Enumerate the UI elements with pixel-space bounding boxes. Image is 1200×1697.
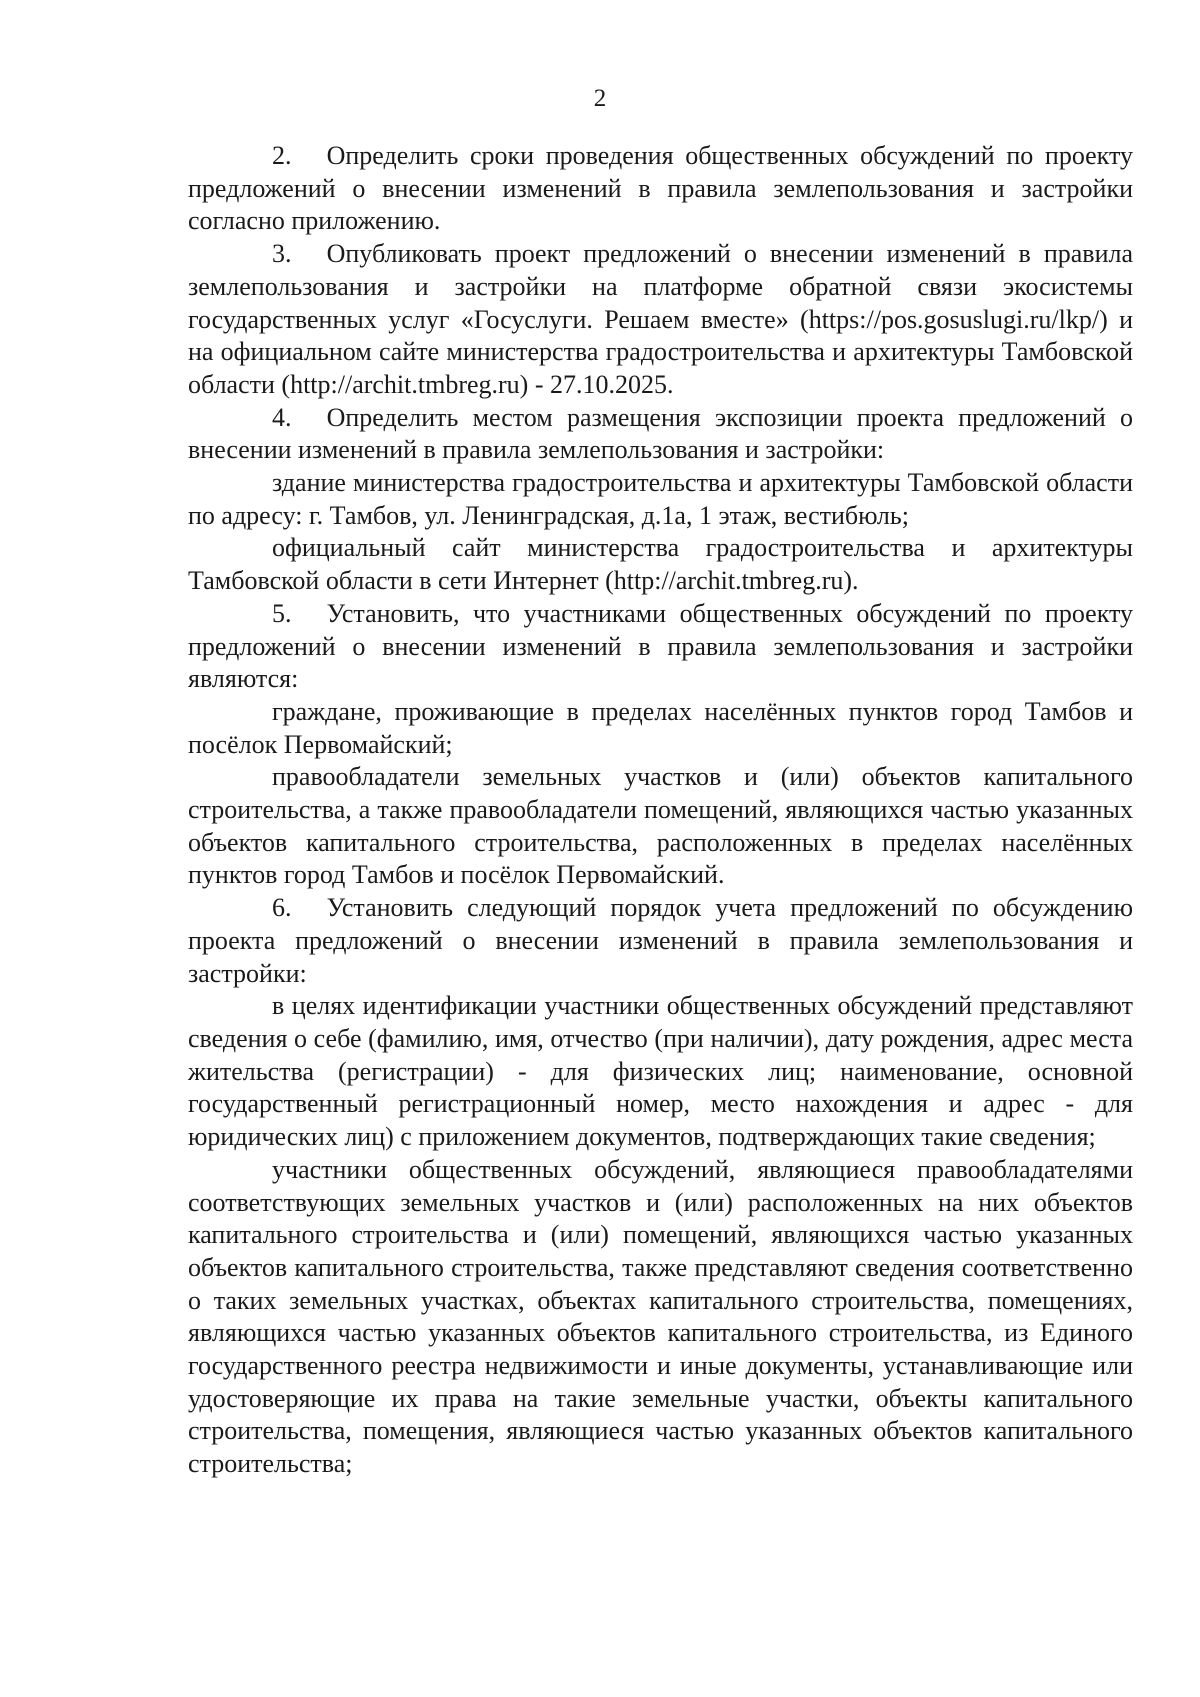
paragraph-text: Определить сроки проведения общественных обсуждений по проекту предложений о внесении изменений в правила землепользования и застройки согласно приложению. — [188, 141, 1133, 236]
paragraph-3 — [188, 238, 1133, 402]
paragraph-text: граждане, проживающие в пределах населённых пунктов город Тамбов и посёлок Первомайский; — [188, 696, 1133, 759]
paragraph-number: 2. — [272, 141, 292, 170]
paragraph-number: 4. — [272, 402, 292, 432]
paragraph-text: Определить местом размещения экспозиции проекта предложений о внесении изменений в правила землепользования и застройки: — [188, 402, 1133, 465]
paragraph-number: 3. — [272, 239, 292, 269]
document-body — [188, 140, 1133, 1481]
paragraph-text: здание министерства градостроительства и архитектуры Тамбовской области по адресу: г. Тамбов, ул. Ленинградская, д.1а, 1 этаж, вестибюль; — [188, 468, 1133, 530]
paragraph-5 — [188, 598, 1133, 696]
paragraph-text: в целях идентификации участники общественных обсуждений представляют сведения о себе (фамилию, имя, отчество (при наличии), дату рождения, адрес места жительства (регистрации) - для физических лиц; наименование, основной государственный регистрационный номер, место нахождения и адрес - для юридических лиц) с приложением документов, подтверждающих такие сведения; — [188, 991, 1133, 1152]
paragraph-text: официальный сайт министерства градостроительства и архитектуры Тамбовской области в сети Интернет (http://archit.tmbreg.ru). — [188, 533, 1133, 596]
list-item-exhibition-website — [188, 532, 1133, 597]
paragraph-2 — [188, 140, 1133, 238]
paragraph-text: Установить следующий порядок учета предложений по обсуждению проекта предложений о внесении изменений в правила землепользования и застройки: — [188, 893, 1133, 988]
list-item-identification — [188, 990, 1133, 1154]
paragraph-text: правообладатели земельных участков и (или) объектов капитального строительства, а также правообладатели помещений, являющихся частью указанных объектов капитального строительства, расположенных в пределах населённых пунктов город Тамбов и посёлок Первомайский. — [188, 762, 1133, 890]
paragraph-text: Установить, что участниками общественных обсуждений по проекту предложений о внесении изменений в правила землепользования и застройки являются: — [188, 598, 1133, 694]
list-item-rightholders — [188, 761, 1133, 892]
paragraph-text: Опубликовать проект предложений о внесении изменений в правила землепользования и застройки на платформе обратной связи экосистемы государственных услуг «Госуслуги. Решаем вместе» (https://pos.gosuslugi.ru/lkp/) и на официальном сайте министерства градостроительства и архитектуры Тамбовской области (http://archit.tmbreg.ru) - 27.10.2025. — [188, 239, 1133, 399]
list-item-exhibition-building — [188, 467, 1133, 532]
page-number: 2 — [593, 85, 607, 112]
list-item-participant-rightholders — [188, 1154, 1133, 1481]
paragraph-text: участники общественных обсуждений, являющиеся правообладателями соответствующих земельных участков и (или) расположенных на них объектов капитального строительства и (или) помещений, являющихся частью указанных объектов капитального строительства, также представляют сведения соответственно о таких земельных участках, объектах капитального строительства, помещениях, являющихся частью указанных объектов капитального строительства, из Единого государственного реестра недвижимости и иные документы, устанавливающие или удостоверяющие их права на такие земельные участки, объекты капитального строительства, помещения, являющиеся частью указанных объектов капитального строительства; — [188, 1154, 1133, 1479]
paragraph-number: 5. — [272, 598, 292, 628]
paragraph-4 — [188, 402, 1133, 467]
list-item-citizens — [188, 696, 1133, 761]
paragraph-6 — [188, 892, 1133, 990]
paragraph-number: 6. — [272, 893, 292, 923]
